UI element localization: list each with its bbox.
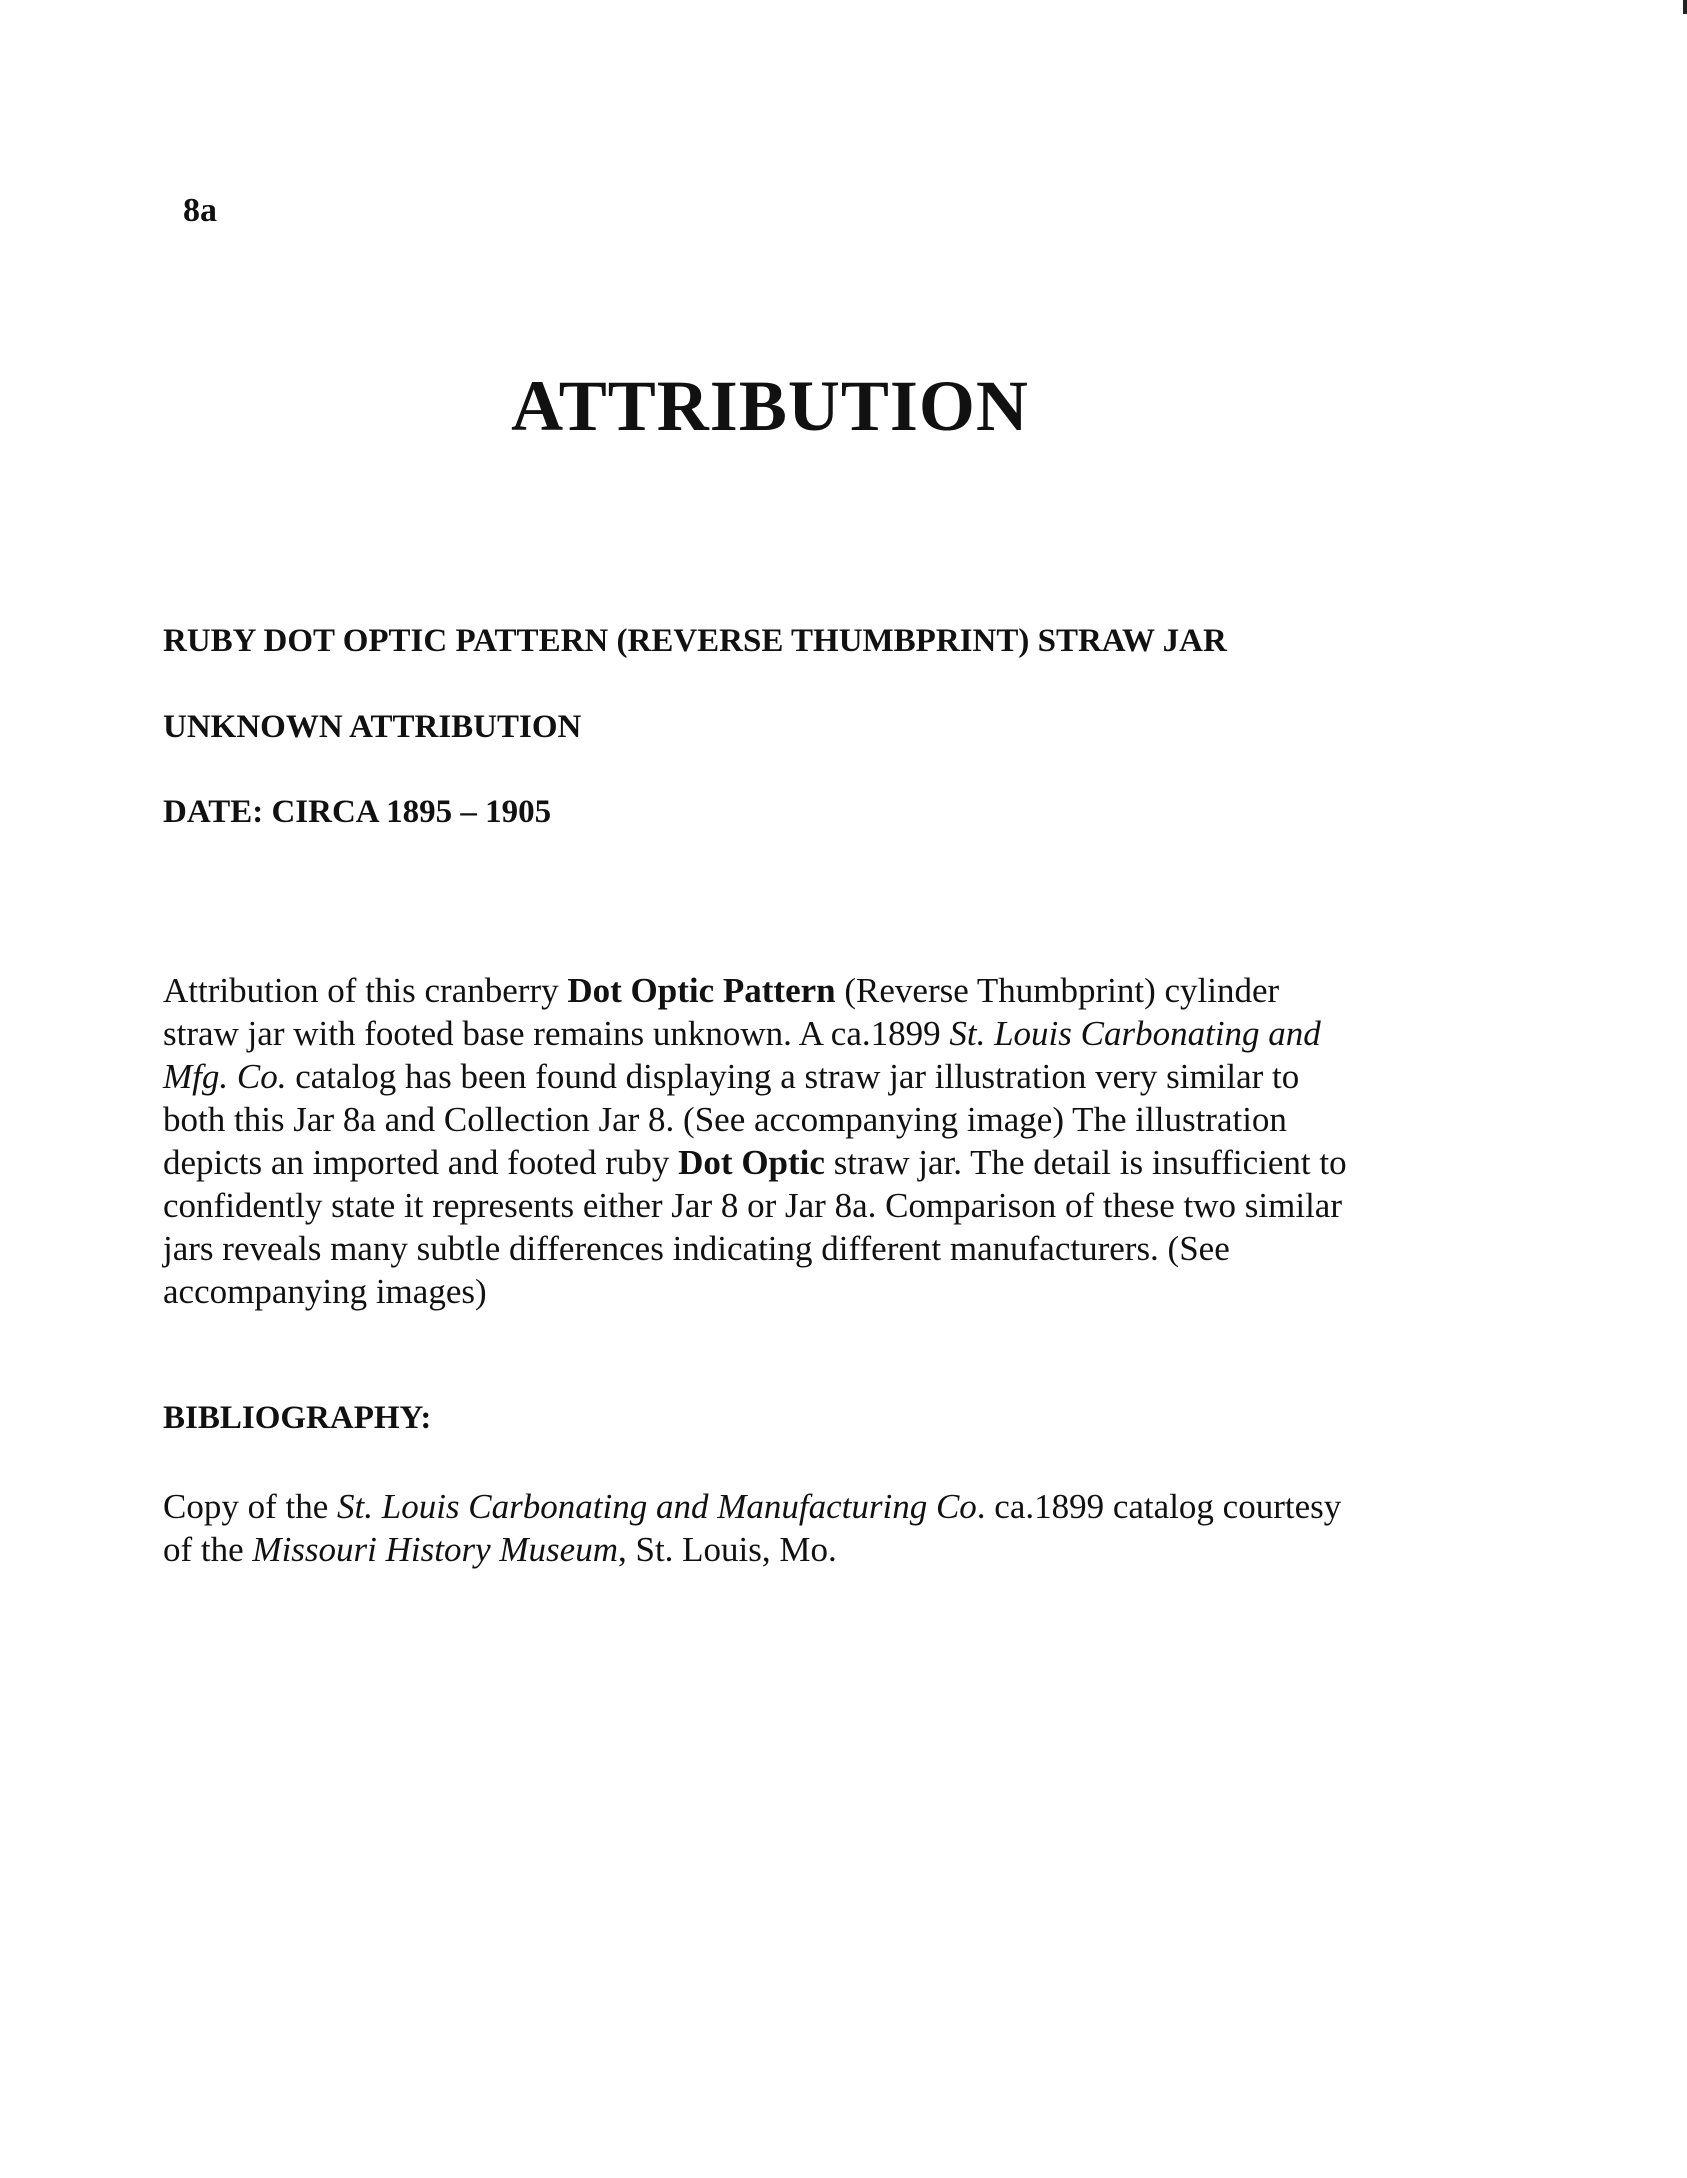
text-run: , St. Louis, Mo.	[617, 1530, 837, 1569]
italic-text: St. Louis Carbonating and	[949, 1014, 1321, 1053]
text-run: (Reverse Thumbprint) cylinder	[835, 971, 1280, 1010]
text-run: straw jar. The detail is insufficient to	[824, 1143, 1347, 1182]
description-line: jars reveals many subtle differences indicating different manufacturers. (See	[163, 1229, 1230, 1268]
description-line	[163, 969, 1503, 1012]
description-line: both this Jar 8a and Collection Jar 8. (See accompanying image) The illustration	[163, 1100, 1287, 1139]
description-line	[163, 1055, 1503, 1098]
italic-text: Mfg. Co.	[163, 1057, 287, 1096]
scan-edge-mark	[1683, 0, 1687, 14]
description-paragraph	[163, 969, 1503, 1313]
attribution-heading: UNKNOWN ATTRIBUTION	[163, 709, 582, 745]
bold-text: Dot Optic Pattern	[567, 971, 836, 1010]
page-title: ATTRIBUTION	[511, 366, 1029, 446]
page-number: 8a	[183, 192, 217, 229]
italic-text: Missouri History Museum	[252, 1530, 618, 1569]
bibliography-line	[163, 1528, 1503, 1571]
text-run: of the	[163, 1530, 253, 1569]
text-run: straw jar with footed base remains unknown. A ca.1899	[163, 1014, 950, 1053]
bold-text: Dot Optic	[678, 1143, 825, 1182]
description-line	[163, 1141, 1503, 1184]
description-line: accompanying images)	[163, 1272, 487, 1311]
date-heading: DATE: CIRCA 1895 – 1905	[163, 794, 552, 830]
italic-text: St. Louis Carbonating and Manufacturing Co	[337, 1487, 977, 1526]
text-run: depicts an imported and footed ruby	[163, 1143, 679, 1182]
description-line: confidently state it represents either Jar 8 or Jar 8a. Comparison of these two similar	[163, 1186, 1342, 1225]
piece-heading: RUBY DOT OPTIC PATTERN (REVERSE THUMBPRINT) STRAW JAR	[163, 623, 1227, 659]
bibliography-line	[163, 1485, 1503, 1528]
text-run: . ca.1899 catalog courtesy	[976, 1487, 1342, 1526]
bibliography-paragraph	[163, 1485, 1503, 1571]
bibliography-heading: BIBLIOGRAPHY:	[163, 1400, 432, 1436]
text-run: catalog has been found displaying a straw jar illustration very similar to	[286, 1057, 1300, 1096]
description-line	[163, 1012, 1503, 1055]
text-run: Attribution of this cranberry	[163, 971, 568, 1010]
text-run: Copy of the	[163, 1487, 338, 1526]
